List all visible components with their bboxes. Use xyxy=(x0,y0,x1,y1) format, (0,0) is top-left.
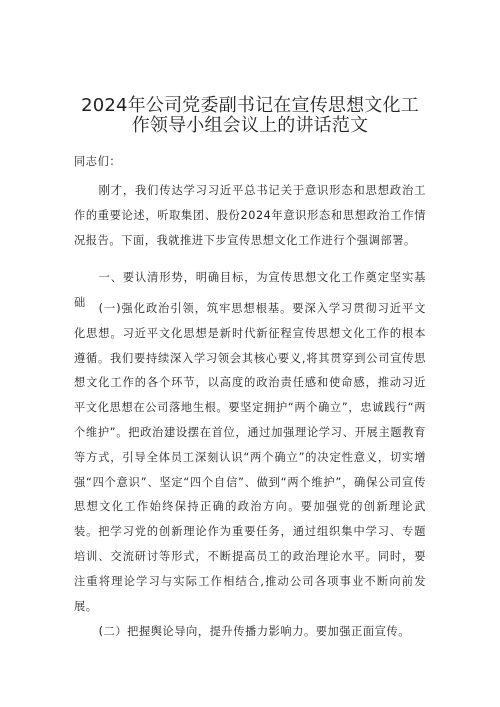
section-1-paragraph-2: (二）把握舆论导向，提升传播力影响力。要加强正面宣传。 xyxy=(98,625,411,638)
document-title-line-1: 2024年公司党委副书记在宣传思想文化工 xyxy=(81,95,419,116)
document-title-line-2: 作领导小组会议上的讲话范文 xyxy=(131,115,369,136)
section-1-paragraph-1: (一)强化政治引领，筑牢思想根基。要深入学习贯彻习近平文化思想。习近平文化思想是新时代新征程宣传思想文化工作的根本遵循。我们要持续深入学习领会其核心要义,将其贯穿到公司宣传思想文化工作的各个环节，以高度的政治责任感和使命感，推动习近平文化思想在公司落地生根。要坚定拥护“两个确立”，忠诚践行“两个维护”。把政治建设摆在首位，通过加强理论学习、开展主题教育等方式，引导全体员工深刻认识“两个确立”的决定性意义，切实增强“四个意识”、坚定“四个自信”、做到“两个维护”，确保公司宣传思想文化工作始终保持正确的政治方向。要加强党的创新理论武装。把学习党的创新理论作为重要任务，通过组织集中学习、专题培训、交流研讨等形式，不断提高员工的政治理论水平。同时，要注重将理论学习与实际工作相结合,推动公司各项事业不断向前发展。 xyxy=(74,302,426,613)
section-heading-1: 一、要认清形势，明确目标，为宣传思想文化工作奠定坚实基础 xyxy=(74,271,426,309)
intro-paragraph: 刚才，我们传达学习习近平总书记关于意识形态和思想政治工作的重要论述，听取集团、股份2024年意识形态和思想政治工作情况报告。下面，我就推进下步宣传思想文化工作进行个强调部署。 xyxy=(74,184,426,247)
salutation: 同志们： xyxy=(74,155,122,168)
